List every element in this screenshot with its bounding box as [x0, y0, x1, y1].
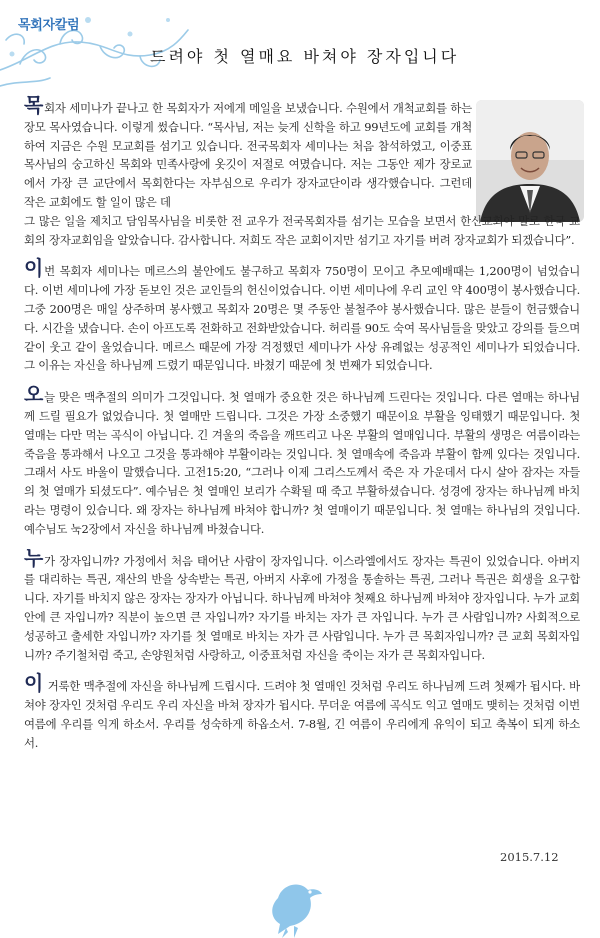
- paragraph-2: [24, 256, 580, 375]
- paragraph-3: [24, 382, 580, 538]
- drop-cap: 이: [24, 671, 44, 696]
- bird-icon: [248, 868, 348, 938]
- paragraph-1-continued: [24, 212, 580, 250]
- drop-cap: 누: [24, 545, 44, 570]
- column-date: 2015.7.12: [500, 850, 559, 864]
- paragraph-1: [24, 93, 472, 212]
- drop-cap: 오: [24, 382, 44, 407]
- section-tag: 목회자칼럼: [18, 18, 80, 33]
- paragraph-5: [24, 671, 580, 752]
- drop-cap: 이: [24, 256, 44, 281]
- drop-cap: 목: [24, 93, 44, 117]
- paragraph-4-text: 가 장자입니까? 가정에서 처음 태어난 사람이 장자입니다. 이스라엘에서도 장자는 특권이 있었습니다. 아버지를 대리하는 특권, 재산의 반을 상속받는 특권, 아버지 사후에 가정을 통솔하는 특권, 그러나 특권은 희생을 요구합니다. 자기를 바치지 않은 장자는 장자가 아닙니다. 하나님께 바쳐야 첫째요 하나님께 바쳐야 장자입니다. 누가 교회 안에 큰 자입니까? 직분이 높으면 큰 자입니까? 자기를 바치는 자가 큰 자입니다. 누가 큰 사람입니까? 사회적으로 성공하고 출세한 자입니까? 자기를 첫 열매로 바치는 자가 큰 사람입니다. 누가 큰 목회자입니까? 큰 교회 목회자입니까? 주기철처럼 죽고, 손양원처럼 사랑하고, 이중표처럼 자신을 죽이는 자가 큰 목회자입니다.: [24, 553, 580, 662]
- paragraph-2-text: 번 목회자 세미나는 메르스의 불안에도 불구하고 목회자 750명이 모이고 추모예배때는 1,200명이 넘었습니다. 이번 세미나에 가장 돋보인 것은 교인들의 헌신이었습니다. 이번 세미나에 우리 교인 약 400명이 봉사했습니다. 그중 200명은 매일 상주하며 봉사했고 목회자 20명은 몇 주동안 불철주야 봉사했습니다. 많은 분들이 헌금했습니다. 시간을 냈습니다. 손이 아프도록 전화하고 전화받았습니다. 허리를 90도 숙여 목사님들을 맞았고 강의를 들으며 같이 웃고 같이 울었습니다. 메르스 때문에 가장 걱정했던 세미나가 사상 유례없는 성공적인 세미나가 되었습니다. 그 이유는 자신을 하나님께 드렸기 때문입니다. 바쳤기 때문에 첫 번째가 되었습니다.: [24, 264, 580, 373]
- column-title: 드려야 첫 열매요 바쳐야 장자입니다: [150, 47, 460, 66]
- paragraph-4: [24, 545, 580, 665]
- article-body: [24, 93, 580, 765]
- paragraph-1-text-continued: 그 많은 일을 제치고 담임목사님을 비롯한 전 교우가 전국목회자를 섬기는 모습을 보면서 한신교회야 말로 한국 교회의 장자교회임을 알았습니다. 감사합니다. 저희도 작은 교회이지만 섬기고 자기를 버려 장자교회가 되겠습니다”.: [24, 213, 580, 247]
- paragraph-3-text: 늘 맞은 맥추절의 의미가 그것입니다. 첫 열매가 중요한 것은 하나님께 드린다는 것입니다. 다른 열매는 하나님께 드릴 필요가 없었습니다. 첫 열매만 드립니다. 그것은 가장 소중했기 때문이요 부활을 잉태했기 때문입니다. 첫 열매는 다만 먹는 곡식이 아닙니다. 긴 겨울의 죽음을 깨뜨리고 나온 부활의 열매입니다. 부활의 생명은 여름이라는 죽음을 통과해서 나오고 그것을 통과해야 부활이라는 것입니다. 첫 열매속에 죽음과 부활이 함께 있다는 것입니다. 그래서 사도 바울이 말했습니다. 고전15:20, “그러나 이제 그리스도께서 죽은 자 가운데서 다시 살아 잠자는 자들의 첫 열매가 되셨도다”. 예수님은 첫 열매인 보리가 수확될 때 죽고 부활하셨습니다. 성경에 장자는 하나님께 바치라는 명령이 있습니다. 왜 장자는 하나님께 바쳐야 합니까? 첫 열매이기 때문입니다. 첫 열매는 하나님의 것입니다. 예수님도 눅2장에서 자신을 하나님께 바쳤습니다.: [24, 390, 580, 536]
- paragraph-5-text: 거룩한 맥추절에 자신을 하나님께 드립시다. 드려야 첫 열매인 것처럼 우리도 하나님께 드려 첫째가 됩시다. 바쳐야 장자인 것처럼 우리도 우리 자신을 바쳐 장자가 됩시다. 무더운 여름에 곡식도 익고 열매도 맺히는 것처럼 이번 여름에 우리를 익게 하소서. 우리를 성숙하게 하옵소서. 7-8월, 긴 여름이 우리에게 유익이 되고 축복이 되게 하소서.: [24, 679, 580, 750]
- paragraph-1-text: 회자 세미나가 끝나고 한 목회자가 저에게 메일을 보냈습니다. 수원에서 개척교회를 하는 장모 목사였습니다. 이렇게 썼습니다. “목사님, 저는 늦게 신학을 하고 99년도에 교회를 개척하여 지금은 수원 모교회를 섬기고 있습니다. 전국목회자 세미나는 처음 참석하였고, 이중표목사님의 숭고하신 목회와 민족사랑에 옷깃이 저절로 여몄습니다. 저는 그동안 제가 장로교에서 가장 큰 교단에서 목회한다는 자부심으로 우리가 장자교단이라 생각했습니다. 그런데 작은 교회에도 할 일이 많은 데: [24, 101, 472, 209]
